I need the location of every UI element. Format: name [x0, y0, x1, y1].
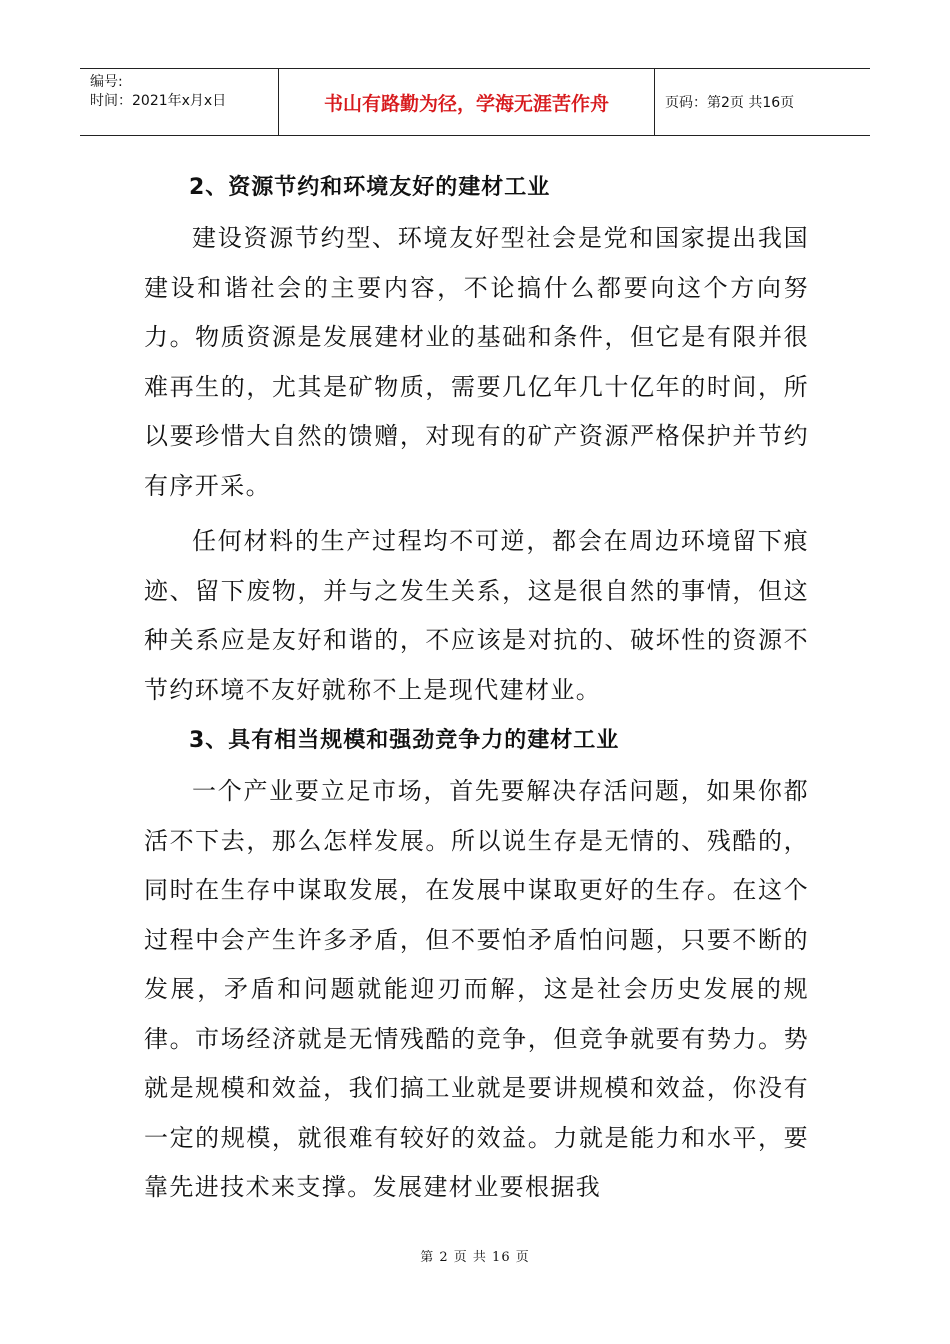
paragraph: 任何材料的生产过程均不可逆，都会在周边环境留下痕迹、留下废物，并与之发生关系，这是很自然的事情，但这种关系应是友好和谐的，不应该是对抗的、破坏性的资源不节约环境不友好就称不上是现代建材业。 — [144, 527, 809, 704]
paragraph: 建设资源节约型、环境友好型社会是党和国家提出我国建设和谐社会的主要内容，不论搞什么都要向这个方向努力。物质资源是发展建材业的基础和条件，但它是有限并很难再生的，尤其是矿物质，需要几亿年几十亿年的时间，所以要珍惜大自然的馈赠，对现有的矿产资源严格保护并节约有序开采。 — [144, 224, 809, 500]
header-meta — [80, 69, 279, 135]
number-label: 编号: — [90, 74, 123, 90]
page-footer: 第 2 页 共 16 页 — [420, 1250, 530, 1265]
section-heading: 2、资源节约和环境友好的建材工业 — [189, 175, 551, 200]
paragraph: 一个产业要立足市场，首先要解决存活问题，如果你都活不下去，那么怎样发展。所以说生存是无情的、残酷的，同时在生存中谋取发展，在发展中谋取更好的生存。在这个过程中会产生许多矛盾，但不要怕矛盾怕问题，只要不断的发展，矛盾和问题就能迎刃而解，这是社会历史发展的规律。市场经济就是无情残酷的竞争，但竞争就要有势力。势就是规模和效益，我们搞工业就是要讲规模和效益，你没有一定的规模，就很难有较好的效益。力就是能力和水平，要靠先进技术来支撑。发展建材业要根据我 — [144, 777, 809, 1201]
section-heading: 3、具有相当规模和强劲竞争力的建材工业 — [189, 728, 620, 753]
header-motto: 书山有路勤为径，学海无涯苦作舟 — [279, 69, 655, 135]
page-header — [80, 68, 870, 136]
section-3 — [144, 715, 809, 1213]
date-label: 时间：2021年x月x日 — [90, 93, 227, 109]
header-page-info: 页码：第2页 共16页 — [665, 95, 795, 111]
section-2 — [144, 162, 809, 715]
document-body — [144, 162, 809, 1213]
